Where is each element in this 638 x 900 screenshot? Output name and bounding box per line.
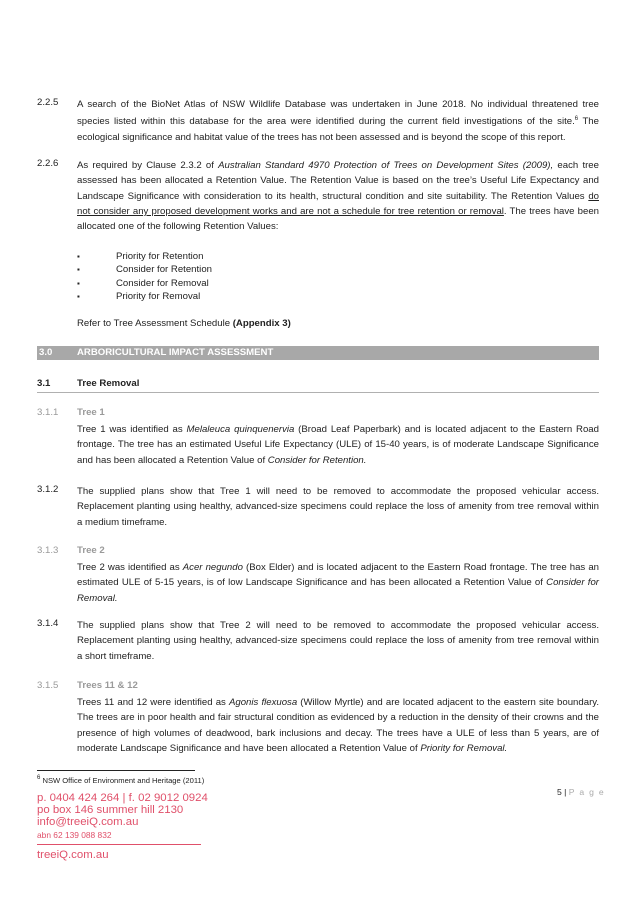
- section-number-2-2-5: 2.2.5: [37, 97, 59, 108]
- paragraph-3-1-1: Tree 1 was identified as Melaleuca quinquenervia (Broad Leaf Paperbark) and is located adjacent to the Eastern Road frontage. The tree has an estimated Useful Life Expectancy (ULE) of 15-40 years, is of moderate Landscape Significance and has been allocated a Retention Value of Consider for Retention.: [77, 424, 599, 466]
- footnote: $^6$ NSW Office of Environment and Heritage (2011): [37, 775, 205, 785]
- paragraph-3-1-5: Trees 11 and 12 were identified as Agonis flexuosa (Willow Myrtle) and are located adjacent to the eastern site boundary. The trees are in poor health and fair structural condition as evidenced by a reduction in the density of their crowns and the presence of high volumes of deadwood, bark inclusions and decay. The trees have a ULE of less than 5 years, are of moderate Landscape Significance and have been allocated a Retention Value of Priority for Removal.: [77, 697, 600, 754]
- paragraph-3-1-3: Tree 2 was identified as Acer negundo (Box Elder) and is located adjacent to the Eastern Road frontage. The tree has an estimated ULE of 5-15 years, is of low Landscape Significance and has been allocated a Retention Value of Consider for Removal.: [77, 562, 599, 604]
- section-number-2-2-6: 2.2.6: [37, 158, 59, 169]
- footnote-divider: [37, 770, 195, 771]
- subheading-tree-2: Tree 2: [77, 545, 105, 556]
- contact-abn: abn 62 139 088 832: [37, 830, 112, 840]
- contact-po-box: po box 146 summer hill 2130: [37, 804, 184, 816]
- refer-line: Refer to Tree Assessment Schedule (Appendix 3): [77, 318, 291, 329]
- heading-divider: [37, 392, 599, 393]
- page-number: 5 | P a g e: [557, 787, 605, 797]
- paragraph-2-2-6: As required by Clause 2.3.2 of Australian Standard 4970 Protection of Trees on Development Sites (2009), each tree assessed has been allocated a Retention Value. The Retention Value is based on the tree’s Useful Life Expectancy and Landscape Significance with consideration to its health, structural condition and site suitability. The Retention Values do not consider any proposed development works and are not a schedule for tree retention or removal. The trees have been allocated one of the following Retention Values:: [77, 160, 600, 233]
- footer-divider: [37, 844, 201, 845]
- footnote-ref: 6: [574, 116, 579, 123]
- heading-3-1: 3.1 Tree Removal: [37, 378, 140, 389]
- section-banner-3-0: 3.0 ARBORICULTURAL IMPACT ASSESSMENT: [37, 346, 599, 360]
- paragraph-3-1-4: The supplied plans show that Tree 2 will need to be removed to accommodate the proposed vehicular access. Replacement planting using healthy, advanced-size specimens could replace the loss of amenity from tree removal within a short timeframe.: [77, 620, 599, 662]
- paragraph-3-1-2: The supplied plans show that Tree 1 will need to be removed to accommodate the proposed vehicular access. Replacement planting using healthy, advanced-size specimens could replace the loss of amenity from tree removal within a medium timeframe.: [77, 486, 599, 528]
- section-number-3-1-1: 3.1.1: [37, 407, 59, 418]
- section-number-3-1-4: 3.1.4: [37, 618, 59, 629]
- website-link[interactable]: treeiQ.com.au: [37, 849, 109, 861]
- contact-phone: p. 0404 424 264 | f. 02 9012 0924: [37, 792, 208, 804]
- section-number-3-1-5: 3.1.5: [37, 680, 59, 691]
- subheading-trees-11-12: Trees 11 & 12: [77, 680, 138, 691]
- section-number-3-1-2: 3.1.2: [37, 484, 59, 495]
- contact-email[interactable]: info@treeiQ.com.au: [37, 816, 139, 828]
- subheading-tree-1: Tree 1: [77, 407, 105, 418]
- paragraph-2-2-5: A search of the BioNet Atlas of NSW Wildlife Database was undertaken in June 2018. No individual threatened tree species listed within this database for the area were identified during the current field investigations of the site.$^6$ The ecological significance and habitat value of the trees has not been assessed and is beyond the scope of this report.: [77, 99, 599, 143]
- section-number-3-1-3: 3.1.3: [37, 545, 59, 556]
